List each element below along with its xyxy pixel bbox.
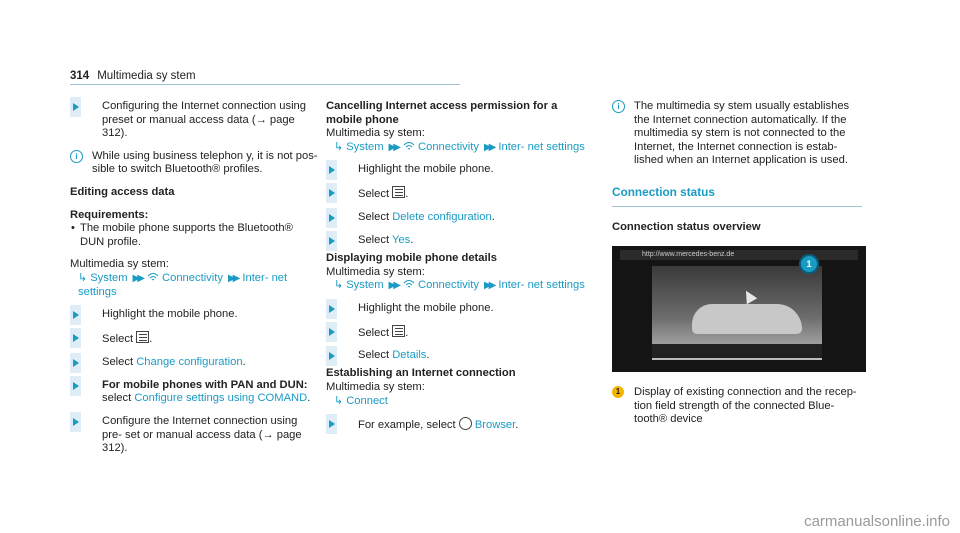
section-title: Connection status: [612, 184, 715, 199]
column-3: [612, 100, 867, 427]
browser-link[interactable]: Browser: [474, 419, 516, 432]
establish-heading: Establishing an Internet connection: [326, 367, 516, 380]
step-arrow-icon: [70, 412, 81, 432]
multimedia-system-label: Multimedia sy stem:: [326, 380, 425, 393]
callout-marker: 1: [799, 254, 819, 274]
double-chevron-icon: ▶▶: [483, 141, 494, 153]
connection-screenshot: [612, 246, 866, 372]
multimedia-system-label: Multimedia sy stem:: [70, 258, 169, 271]
browser-url-bar: http://www.mercedes-benz.de: [620, 250, 858, 260]
step-text: Configure the Internet connection using pre- set or manual access data (→ page 312).: [102, 414, 302, 455]
requirement-item: • The mobile phone supports the Bluetooth® DUN profile.: [70, 222, 320, 249]
step-arrow-icon: [326, 322, 337, 342]
step-text: Select: [102, 355, 134, 368]
step-browser: For example, select Browser.: [326, 417, 588, 433]
step-text: Highlight the mobile phone.: [358, 163, 494, 176]
info-icon: i: [70, 150, 83, 163]
double-chevron-icon: ▶▶: [132, 272, 142, 284]
step-text: Configuring the Internet connection using preset or manual access data (→ page 312).: [102, 100, 306, 140]
multimedia-system-label: Multimedia sy stem:: [326, 127, 425, 140]
step-highlight: [326, 302, 588, 316]
editing-heading: Editing access data: [70, 185, 175, 198]
step-arrow-icon: [326, 208, 337, 228]
section-divider: [612, 206, 862, 207]
step-text: Highlight the mobile phone.: [102, 308, 238, 321]
step-select-menu: Select .: [70, 331, 320, 347]
multimedia-system-label: Multimedia sy stem:: [326, 265, 425, 278]
caption-text: Display of existing connection and the recep- tion field strength of the connected Blue- tooth® device: [634, 386, 857, 426]
thumbnail-strip: [652, 344, 822, 358]
note-text: While using business telephon y, it is not pos- sible to switch Bluetooth® profiles.: [92, 149, 318, 176]
caption: [612, 386, 867, 427]
step-details: Select Details.: [326, 349, 588, 363]
path-system-link[interactable]: System: [346, 279, 384, 292]
step-arrow-icon: [326, 160, 337, 180]
step-delete-config: Select Delete configuration.: [326, 211, 588, 225]
connectivity-icon: [403, 279, 415, 289]
menu-path: [326, 141, 588, 155]
step-highlight: [326, 163, 588, 177]
column-1: [70, 100, 320, 465]
step-text: Select: [358, 233, 390, 246]
menu-icon: [392, 325, 405, 337]
path-arrow-icon: ↳: [334, 279, 344, 292]
menu-icon: [136, 331, 149, 343]
note-text: The multimedia sy stem usually establishes the Internet connection automatically. If the multimedia sy stem is not connected to the Internet, the Internet connection is estab- lished when an Internet application is used.: [634, 100, 850, 167]
step-arrow-icon: [70, 328, 81, 348]
caption-number-badge: 1: [612, 386, 624, 398]
connectivity-icon: [147, 272, 159, 282]
watermark: carmanualsonline.info: [804, 513, 950, 531]
step-yes: Select Yes.: [326, 234, 588, 248]
step-pan-dun: For mobile phones with PAN and DUN: select Configure settings using COMAND.: [70, 379, 320, 406]
step-select-menu: Select .: [326, 325, 588, 341]
menu-path: [326, 395, 588, 409]
double-chevron-icon: ▶▶: [388, 141, 398, 153]
step-text: Select: [358, 326, 390, 339]
step-arrow-icon: [326, 299, 337, 319]
step-heading: For mobile phones with PAN and DUN:: [102, 378, 308, 391]
details-link[interactable]: Details: [392, 349, 427, 362]
path-internet-settings-link[interactable]: Inter- net settings: [498, 140, 585, 153]
step-arrow-icon: [70, 353, 81, 373]
path-system-link[interactable]: System: [346, 140, 384, 153]
globe-icon: [459, 417, 472, 430]
change-configuration-link[interactable]: Change configuration: [136, 355, 243, 368]
step-highlight: [70, 308, 320, 322]
step-arrow-icon: [326, 414, 337, 434]
car-image: [692, 304, 802, 334]
info-icon: i: [612, 100, 625, 113]
delete-configuration-link[interactable]: Delete configuration: [392, 210, 492, 223]
step-configure-connection: [70, 415, 320, 456]
yes-link[interactable]: Yes: [392, 233, 411, 246]
overview-heading: Connection status overview: [612, 220, 761, 233]
step-arrow-icon: [326, 346, 337, 366]
path-connectivity-link[interactable]: Connectivity: [418, 279, 479, 292]
display-details-heading: Displaying mobile phone details: [326, 251, 497, 264]
step-arrow-icon: [70, 97, 81, 117]
page-number: 314: [70, 70, 90, 82]
connect-link[interactable]: Connect: [346, 394, 388, 407]
path-system-link[interactable]: System: [90, 271, 128, 284]
step-select-menu: Select .: [326, 186, 588, 202]
menu-path: [326, 279, 588, 293]
requirements-label: Requirements:: [70, 208, 149, 221]
configure-comand-link[interactable]: Configure settings using COMAND: [134, 392, 308, 405]
step-configuring: [70, 100, 320, 141]
menu-path: [70, 272, 320, 299]
double-chevron-icon: ▶▶: [227, 272, 238, 284]
path-arrow-icon: ↳: [334, 140, 344, 153]
step-arrow-icon: [70, 376, 81, 396]
path-internet-settings-link[interactable]: Inter- net settings: [498, 279, 585, 292]
cancel-heading: Cancelling Internet access permission for a mobile phone: [326, 100, 558, 126]
page-header-title: Multimedia sy stem: [97, 70, 196, 82]
path-arrow-icon: ↳: [334, 394, 344, 407]
path-connectivity-link[interactable]: Connectivity: [162, 271, 223, 284]
path-arrow-icon: ↳: [78, 271, 88, 284]
step-arrow-icon: [326, 231, 337, 251]
double-chevron-icon: ▶▶: [388, 280, 398, 292]
step-text: select: [102, 392, 132, 405]
step-text: Select: [102, 333, 134, 346]
step-arrow-icon: [70, 305, 81, 325]
column-2: [326, 100, 588, 442]
note-auto-connect: [612, 100, 867, 168]
step-text: Highlight the mobile phone.: [358, 301, 494, 314]
header-divider: [70, 84, 460, 85]
step-text: Select: [358, 188, 390, 201]
step-text: Select: [358, 349, 390, 362]
step-arrow-icon: [326, 183, 337, 203]
double-chevron-icon: ▶▶: [483, 280, 494, 292]
step-text: Select: [358, 210, 390, 223]
menu-icon: [392, 186, 405, 198]
path-internet-settings-link[interactable]: Inter- net settings: [78, 271, 288, 298]
path-connectivity-link[interactable]: Connectivity: [418, 140, 479, 153]
step-text: For example, select: [358, 419, 456, 432]
connectivity-icon: [403, 141, 415, 151]
page-header: [70, 70, 196, 84]
note-telephony: [70, 150, 320, 177]
step-change-config: Select Change configuration.: [70, 356, 320, 370]
